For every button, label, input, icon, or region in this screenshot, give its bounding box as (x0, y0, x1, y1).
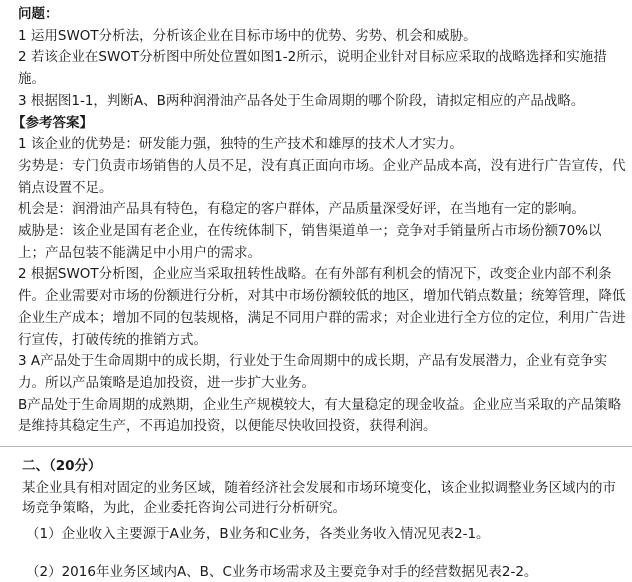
questions-heading: 问题： (18, 6, 59, 22)
answer-1-opportunity: 机会是：润滑油产品具有特色，有稳定的客户群体，产品质量深受好评，在当地有一定的影响。 (18, 201, 585, 218)
part-two-title: 二、（20分） (22, 458, 102, 474)
part-two-intro: 某企业具有相对固定的业务区域，随着经济社会发展和市场环境变化，该企业拟调整业务区域内的市场竞争策略，为此，企业委托咨询公司进行分析研究。 (22, 480, 616, 516)
question-1: 1 运用SWOT分析法，分析该企业在目标市场中的优势、劣势、机会和威胁。 (18, 27, 477, 44)
part-two-item-2: （2）2016年业务区域内A、B、C业务市场需求及主要竞争对手的经营数据见表2-2。 (26, 564, 538, 580)
qa-section (12, 4, 626, 438)
answer-3-product-b: B产品处于生命周期的成熟期，企业生产规模较大，有大量稳定的现金收益。企业应当采取的产品策略是维持其稳定生产，不再追加投资，以便能尽快收回投资，获得利润。 (18, 396, 622, 435)
answers-heading: 【参考答案】 (12, 114, 93, 131)
answer-1-strength: 1 该企业的优势是：研发能力强，独特的生产技术和雄厚的技术人才实力。 (18, 136, 463, 153)
question-2: 2 若该企业在SWOT分析图中所处位置如图1-2所示，说明企业针对目标应采取的战略选择和实施措施。 (18, 49, 607, 88)
question-3: 3 根据图1-1，判断A、B两种润滑油产品各处于生命周期的哪个阶段，请拟定相应的产品战略。 (18, 92, 585, 109)
section-divider (0, 446, 632, 447)
answer-2: 2 根据SWOT分析图，企业应当采取扭转性战略。在有外部有利机会的情况下，改变企业内部不利条件。企业需要对市场的份额进行分析，对其中市场份额较低的地区，增加代销点数量；统筹管理，降低企业生产成本；增加不同的包装规格，满足不同用户群的需求；对企业进行全方位的定位，利用广告进行宣传，打破传统的推销方式。 (18, 266, 626, 348)
answer-1-threat: 威胁是：该企业是国有老企业，在传统体制下，销售渠道单一；竞争对手销量所占市场份额70%以上；产品包装不能满足中小用户的需求。 (18, 223, 602, 261)
part-two-section (22, 456, 626, 582)
part-two-item-1: （1）企业收入主要源于A业务，B业务和C业务，各类业务收入情况见表2-1。 (26, 526, 490, 542)
answer-1-weakness: 劣势是：专门负责市场销售的人员不足，没有真正面向市场。企业产品成本高，没有进行广告宣传，代销点设置不足。 (18, 157, 626, 196)
answer-3-product-a: 3 A产品处于生命周期中的成长期，行业处于生命周期中的成长期，产品有发展潜力，企业有竞争实力。所以产品策略是追加投资，进一步扩大业务。 (18, 353, 608, 391)
